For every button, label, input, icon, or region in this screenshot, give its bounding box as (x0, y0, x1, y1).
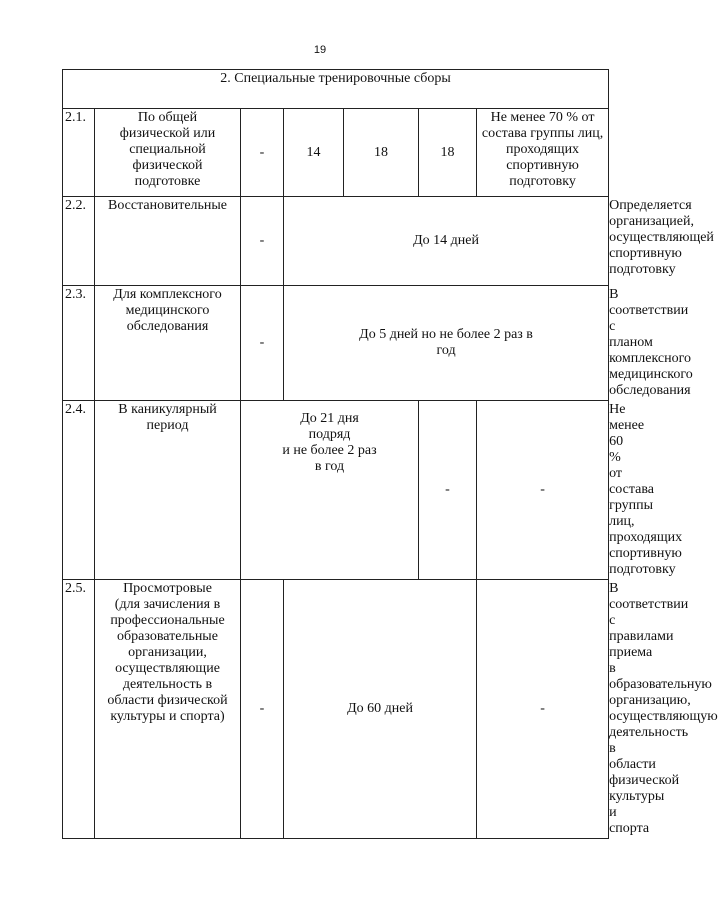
value-cell: - (241, 286, 284, 401)
text-line: образовательные (117, 629, 218, 644)
training-camps-table (62, 69, 718, 839)
text-line: области физической (107, 693, 228, 708)
note-cell (477, 109, 609, 197)
merged-value-cell (241, 401, 419, 580)
value-cell: - (241, 109, 284, 197)
text-line: культуры и спорта) (110, 709, 225, 724)
text-line: профессиональные (110, 613, 225, 628)
text-line: Для комплексного (113, 287, 222, 302)
value-cell: - (241, 580, 284, 839)
camp-type-cell (95, 580, 241, 839)
value-cell: 18 (419, 109, 477, 197)
text-line: проходящих (506, 142, 580, 157)
value-cell: - (241, 197, 284, 286)
row-number: 2.2. (63, 197, 95, 286)
section-header-row (63, 70, 609, 109)
section-title: 2. Специальные тренировочные сборы (63, 70, 609, 109)
text-line: обследования (126, 319, 209, 334)
value-cell: - (419, 401, 477, 580)
table-row: 2.5. Просмотровые (для зачисления в профессиональные образовательные организации, осуществляющие деятельность в области физической культуры и спорта) - До 60 дней - В соответствии с правилами приема в образовательную организацию, осуществляющую деятельность в области физической культуры и спорта (63, 580, 609, 839)
camp-type-cell (95, 286, 241, 401)
value-cell: 14 (284, 109, 344, 197)
text-line: подготовку (509, 174, 576, 189)
text-line: Не менее 70 % от (490, 110, 595, 125)
row-number: 2.3. (63, 286, 95, 401)
text-line: деятельность в (122, 677, 213, 692)
text-line: До 21 дня (300, 411, 359, 426)
text-line: период (146, 418, 189, 433)
table-row (63, 109, 609, 197)
text-line: и не более 2 раз (282, 443, 377, 458)
page-number: 19 (313, 44, 327, 56)
text-line: (для зачисления в (114, 597, 221, 612)
text-line: осуществляющие (115, 661, 220, 676)
text-line: год (436, 343, 456, 358)
table-row: 2.2. Восстановительные - До 14 дней Определяется организацией, осуществляющей спортивную подготовку (63, 197, 609, 286)
table-row: 2.3. Для комплексного медицинского обследования - До 5 дней но не более 2 раз в год В соответствии с планом комплексного медицинского обследования (63, 286, 609, 401)
text-line: спортивную (506, 158, 579, 173)
merged-value-cell (284, 286, 609, 401)
text-line: в год (314, 459, 345, 474)
text-line: По общей (137, 110, 198, 125)
value-cell: 18 (344, 109, 419, 197)
text-line: До 5 дней но не более 2 раз в (359, 327, 533, 342)
text-line: медицинского (125, 303, 210, 318)
camp-type-cell (95, 109, 241, 197)
text-line: подряд (308, 427, 351, 442)
row-number: 2.4. (63, 401, 95, 580)
merged-value-cell: До 60 дней (284, 580, 477, 839)
camp-type-cell (95, 401, 241, 580)
text-line: физической (132, 158, 203, 173)
text-line: В каникулярный (118, 402, 217, 417)
row-number: 2.1. (63, 109, 95, 197)
camp-type-cell (95, 197, 241, 286)
text-line: состава группы лиц, (481, 126, 604, 141)
text-line: Восстановительные (107, 198, 228, 213)
row-number: 2.5. (63, 580, 95, 839)
text-line: Просмотровые (123, 581, 212, 596)
value-cell: - (477, 580, 609, 839)
text-line: организации, (128, 645, 207, 660)
text-line: специальной (129, 142, 206, 157)
table-row: 2.4. В каникулярный период До 21 дня подряд и не более 2 раз в год - - Не менее 60 % от состава группы лиц, проходящих спортивную подготовку (63, 401, 609, 580)
merged-value-cell: До 14 дней (284, 197, 609, 286)
value-cell: - (477, 401, 609, 580)
text-line: подготовке (134, 174, 201, 189)
text-line: физической или (119, 126, 216, 141)
